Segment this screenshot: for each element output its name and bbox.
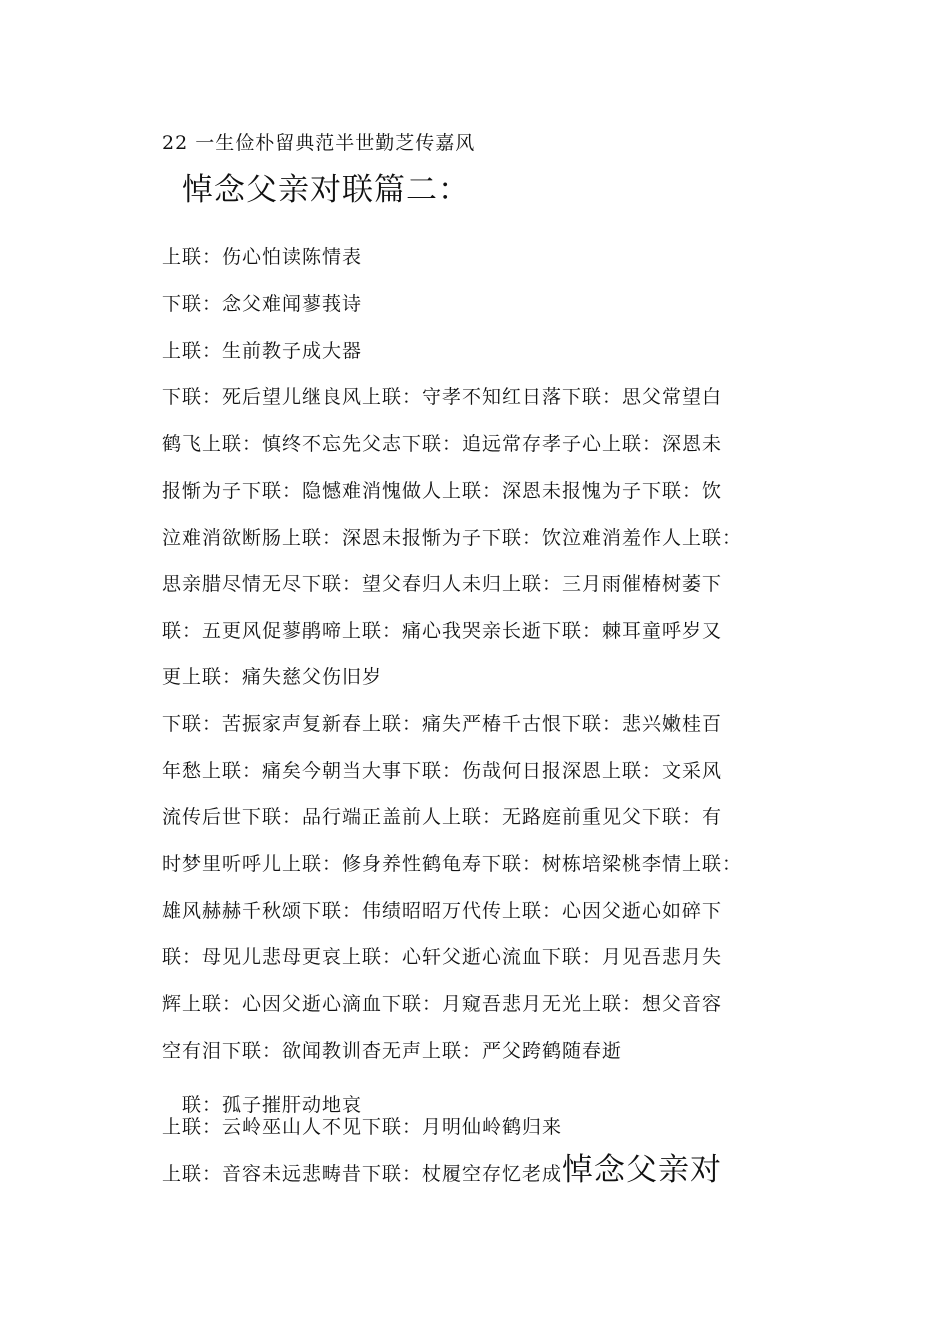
text-line: 空有泪下联：欲闻教训杳无声上联：严父跨鹤随春逝: [162, 1040, 623, 1062]
text-line: 流传后世下联：品行端正盖前人上联：无路庭前重见父下联：有: [162, 806, 723, 828]
last-line-text: 上联：音容未远悲畴昔下联：杖履空存忆老成: [162, 1163, 563, 1185]
text-line: 上联：云岭巫山人不见下联：月明仙岭鹤归来: [162, 1116, 563, 1138]
text-line: 雄风赫赫千秋颂下联：伟绩昭昭万代传上联：心因父逝心如碎下: [162, 900, 723, 922]
text-line: 下联：苦振家声复新春上联：痛失严椿千古恨下联：悲兴嫩桂百: [162, 713, 723, 735]
text-line: 辉上联：心因父逝心滴血下联：月窥吾悲月无光上联：想父音容: [162, 993, 723, 1015]
last-line-large-text: 悼念父亲对: [562, 1152, 723, 1188]
fragment-line: 联：孤子摧肝动地哀: [182, 1094, 363, 1116]
text-line: 联：母见儿悲母更哀上联：心轩父逝心流血下联：月见吾悲月失: [162, 946, 723, 968]
text-line: 更上联：痛失慈父伤旧岁: [162, 666, 383, 688]
last-line: [162, 1150, 722, 1194]
text-line: 思亲腊尽情无尽下联：望父春归人未归上联：三月雨催椿树萎下: [162, 573, 723, 595]
text-line: 下联：死后望儿继良风上联：守孝不知红日落下联：思父常望白: [162, 386, 723, 408]
text-line: 联：五更风促蓼鹃啼上联：痛心我哭亲长逝下联：棘耳童呼岁又: [162, 620, 723, 642]
text-line: 下联：念父难闻蓼莪诗: [162, 293, 363, 315]
text-line: 年愁上联：痛矣今朝当大事下联：伤哉何日报深恩上联：文采风: [162, 760, 723, 782]
text-line: 上联：伤心怕读陈情表: [162, 246, 363, 268]
text-line: 时梦里听呼儿上联：修身养性鹤龟寿下联：树栋培梁桃李情上联：: [162, 853, 743, 875]
text-line: 鹤飞上联：慎终不忘先父志下联：追远常存孝子心上联：深恩未: [162, 433, 723, 455]
section-heading: 悼念父亲对联篇二：: [182, 172, 470, 208]
text-line: 泣难消欲断肠上联：深恩未报惭为子下联：饮泣难消羞作人上联：: [162, 527, 743, 549]
text-line: 上联：生前教子成大器: [162, 340, 363, 362]
top-line: 22 一生俭朴留典范半世勤芝传嘉风: [162, 132, 476, 154]
text-line: 报惭为子下联：隐憾难消愧做人上联：深恩未报愧为子下联：饮: [162, 480, 723, 502]
